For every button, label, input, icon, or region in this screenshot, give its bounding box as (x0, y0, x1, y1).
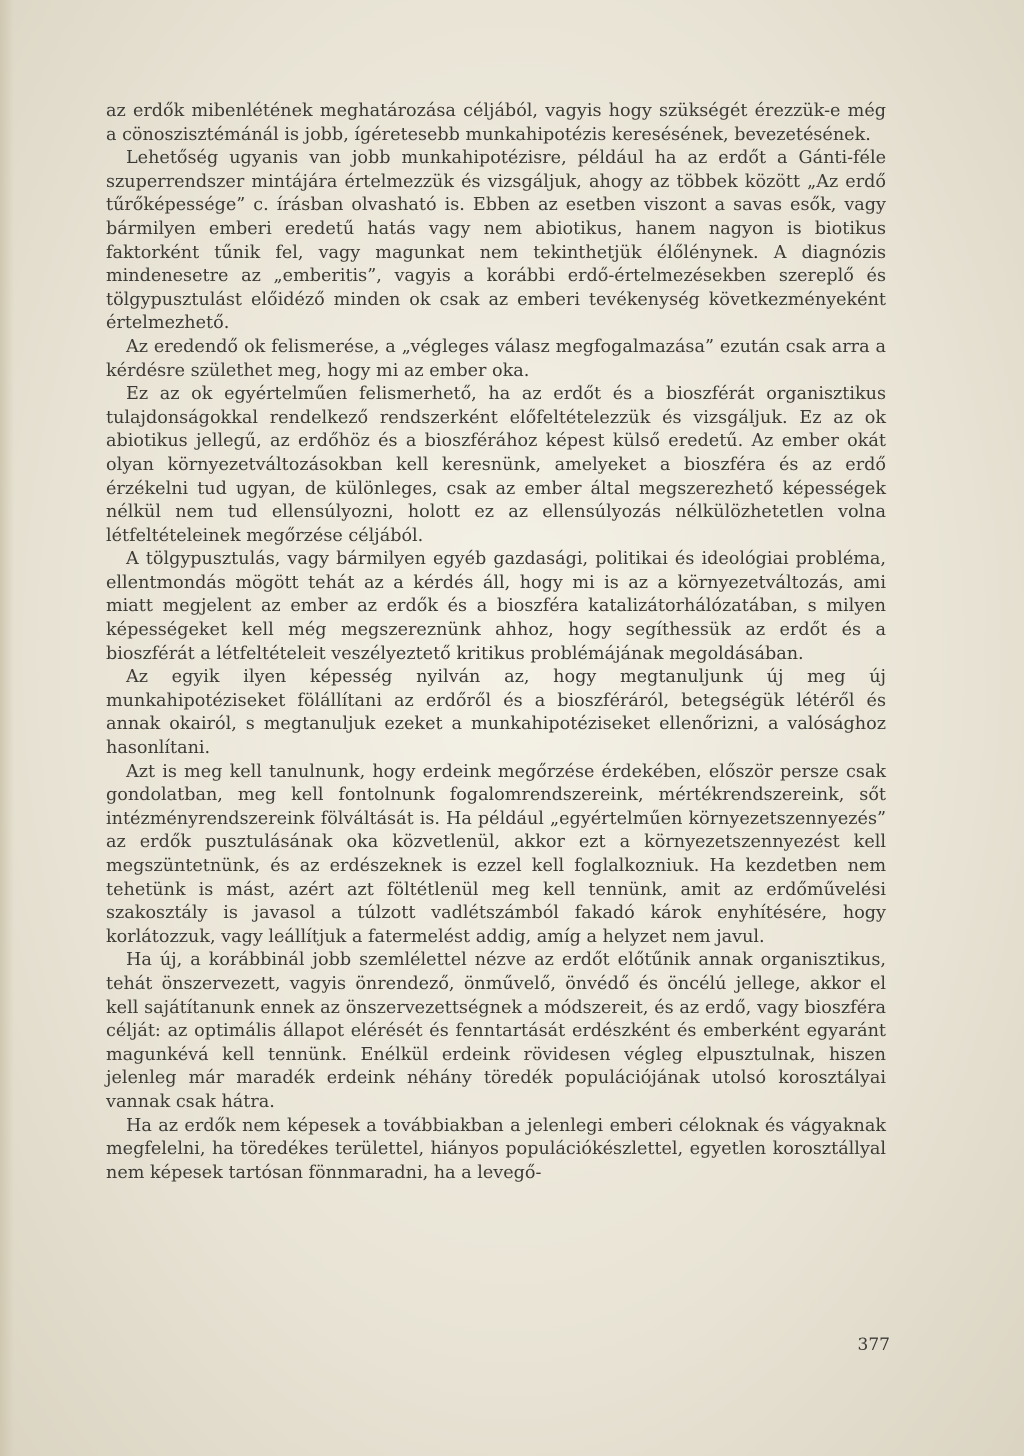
paragraph-3: Az eredendő ok felismerése, a „végleges válasz megfogalmazása” ezután csak arra a kérdésre születhet meg, hogy mi az ember oka. (106, 336, 886, 381)
paragraph-1: az erdők mibenlétének meghatározása céljából, vagyis hogy szükségét érezzük-e még a cönoszisztémánál is jobb, ígéretesebb munkahipotézis keresésének, bevezetésének. (106, 101, 886, 145)
paragraph-4: Ez az ok egyértelműen felismerhető, ha az erdőt és a bioszférát organisztikus tulajdonságokkal rendelkező rendszerként előfeltételezzük és vizsgáljuk. Ez az ok abiotikus jellegű, az erdőhöz és a bioszférához képest külső eredetű. Az ember okát olyan környezetváltozásokban kell keresnünk, amelyeket a bioszféra és az erdő érzékelni tud ugyan, de különleges, csak az ember által megszerezhető képességek nélkül nem tud ellensúlyozni, holott ez az ellensúlyozás nélkülözhetetlen volna létfeltételeinek megőrzése céljából. (106, 384, 886, 546)
paragraph-9: Ha az erdők nem képesek a továbbiakban a jelenlegi emberi céloknak és vágyaknak megfelelni, ha töredékes területtel, hiányos populációkészlettel, egyetlen korosztállyal nem képesek tartósan fönnmaradni, ha a levegő- (106, 1115, 886, 1183)
paragraph-2: Lehetőség ugyanis van jobb munkahipotézisre, például ha az erdőt a Gánti-féle szuperrendszer mintájára értelmezzük és vizsgáljuk, ahogy az többek között „Az erdő tűrőképessége” c. írásban olvasható is. Ebben az esetben viszont a savas esők, vagy bármilyen emberi eredetű hatás vagy nem abiotikus, hanem nagyon is biotikus faktorként tűnik fel, vagy magunkat nem tekinthetjük élőlénynek. A diagnózis mindenesetre az „emberitis”, vagyis a korábbi erdő-értelmezésekben szereplő és tölgypusztulást előidéző minden ok csak az emberi tevékenység következményeként értelmezhető. (106, 148, 886, 334)
page-number: 377 (857, 1335, 890, 1355)
paragraph-6: Az egyik ilyen képesség nyilván az, hogy megtanuljunk új meg új munkahipotéziseket fölállítani az erdőről és a bioszféráról, betegségük létéről és annak okairól, s megtanuljuk ezeket a munkahipotéziseket ellenőrizni, a valósághoz hasonlítani. (106, 667, 886, 759)
page-binding-shadow (0, 0, 14, 1456)
paragraph-8: Ha új, a korábbinál jobb szemlélettel nézve az erdőt előtűnik annak organisztikus, tehát önszervezett, vagyis önrendező, önművelő, önvédő és öncélú jellege, akkor el kell sajátítanunk ennek az önszervezettségnek a módszereit, és az erdő, vagy bioszféra célját: az optimális állapot elérését és fenntartását erdészként és emberként egyaránt magunkévá kell tennünk. Enélkül erdeink rövidesen végleg elpusztulnak, hiszen jelenleg már maradék erdeink néhány töredék populációjának utolsó korosztályai vannak csak hátra. (106, 950, 886, 1112)
paragraph-7: Azt is meg kell tanulnunk, hogy erdeink megőrzése érdekében, először persze csak gondolatban, meg kell fontolnunk fogalomrendszereink, mértékrendszereink, sőt intézményrendszereink fölváltását is. Ha például „egyértelműen környezetszennyezés” az erdők pusztulásának oka közvetlenül, akkor ezt a környezetszennyezést kell megszüntetnünk, és az erdészeknek is ezzel kell foglalkozniuk. Ha kezdetben nem tehetünk is mást, azért azt föltétlenül meg kell tennünk, amit az erdőművelési szakosztály is javasol a túlzott vadlétszámból fakadó károk enyhítésére, hogy korlátozzuk, vagy leállítjuk a fatermelést addig, amíg a helyzet nem javul. (106, 761, 886, 947)
paragraph-5: A tölgypusztulás, vagy bármilyen egyéb gazdasági, politikai és ideológiai probléma, ellentmondás mögött tehát az a kérdés áll, hogy mi is az a környezetváltozás, ami miatt megjelent az ember az erdők és a bioszféra katalizátorhálózatában, s milyen képességeket kell még megszereznünk ahhoz, hogy segíthessük az erdőt és a bioszférát a létfeltételeit veszélyeztető kritikus problémájának megoldásában. (106, 549, 886, 664)
body-text (106, 100, 886, 1185)
